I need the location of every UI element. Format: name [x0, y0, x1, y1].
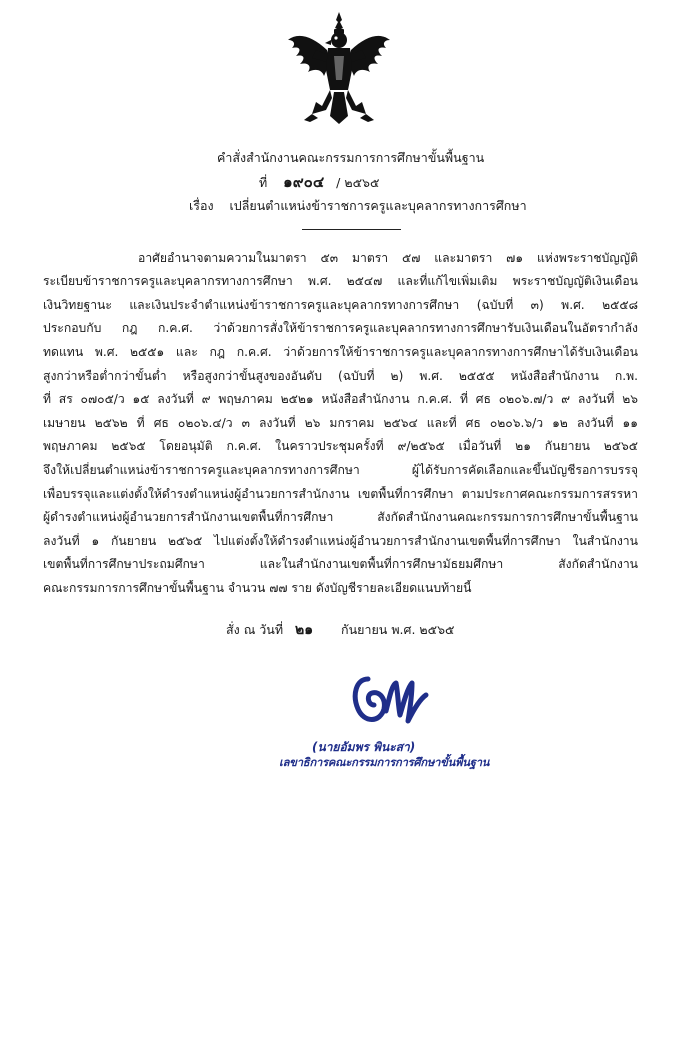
body-line: ที่ สร ๐๗๐๕/ว ๑๕ ลงวันที่ ๙ พฤษภาคม ๒๕๒๑ หนังสือสำนักงาน ก.ค.ศ. ที่ ศธ ๐๒๐๖.๗/ว ๙ ลงวันที่ ๒๖ [43, 392, 638, 406]
header-divider [302, 229, 401, 230]
dated-month-year: กันยายน พ.ศ. ๒๕๖๕ [341, 622, 455, 637]
body-line: ลงวันที่ ๑ กันยายน ๒๕๖๕ ไปแต่งตั้งให้ดำรงตำแหน่งผู้อำนวยการสำนักงานเขตพื้นที่การศึกษา ในสำนักงาน [43, 534, 638, 548]
body-line: ระเบียบข้าราชการครูและบุคลากรทางการศึกษา พ.ศ. ๒๕๔๗ และที่แก้ไขเพิ่มเติม พระราชบัญญัติเงินเดือน [43, 274, 638, 288]
body-line: ประกอบกับ กฎ ก.ค.ศ. ว่าด้วยการสั่งให้ข้าราชการครูและบุคลากรทางการศึกษารับเงินเดือนในอัตรากำลัง [43, 321, 638, 335]
order-year: / ๒๕๖๕ [336, 175, 380, 190]
body-line: ผู้ดำรงตำแหน่งผู้อำนวยการสำนักงานเขตพื้นที่การศึกษา สังกัดสำนักงานคณะกรรมการการศึกษาขั้นพื้นฐาน [43, 510, 638, 524]
body-line: เมษายน ๒๕๖๒ ที่ ศธ ๐๒๐๖.๔/ว ๓ ลงวันที่ ๒๖ มกราคม ๒๕๖๔ และที่ ศธ ๐๒๐๖.๖/ว ๑๒ ลงวันที่ ๑๑ [43, 416, 638, 430]
subject-label: เรื่อง [189, 198, 214, 213]
dated-prefix: สั่ง ณ วันที่ [226, 622, 284, 637]
body-line: เงินวิทยฐานะ และเงินประจำตำแหน่งข้าราชการครูและบุคลากรทางการศึกษา (ฉบับที่ ๓) พ.ศ. ๒๕๕๘ [43, 298, 638, 312]
body-line: จึงให้เปลี่ยนตำแหน่งข้าราชการครูและบุคลากรทางการศึกษา ผู้ได้รับการคัดเลือกและขึ้นบัญชีรอการบรรจุ [43, 463, 638, 477]
signer-name: (นายอัมพร พินะสา) [312, 740, 416, 754]
body-line: พฤษภาคม ๒๕๖๕ โดยอนุมัติ ก.ค.ศ. ในคราวประชุมครั้งที่ ๙/๒๕๖๕ เมื่อวันที่ ๒๑ กันยายน ๒๕๖๕ [43, 439, 638, 453]
order-number: ๑๙๐๔ [283, 173, 325, 191]
body-line: อาศัยอำนาจตามความในมาตรา ๕๓ มาตรา ๕๗ และมาตรา ๗๑ แห่งพระราชบัญญัติ [138, 251, 638, 265]
body-line: คณะกรรมการการศึกษาขั้นพื้นฐาน จำนวน ๗๗ ราย ดังบัญชีรายละเอียดแนบท้ายนี้ [43, 581, 472, 595]
dated-day: ๒๑ [295, 622, 314, 638]
order-number-line [259, 174, 379, 191]
subject-text: เปลี่ยนตำแหน่งข้าราชการครูและบุคลากรทางการศึกษา [229, 198, 527, 213]
body-line: ทดแทน พ.ศ. ๒๕๕๑ และ กฎ ก.ค.ศ. ว่าด้วยการให้ข้าราชการครูและบุคลากรทางการศึกษาได้รับเงินเดือน [43, 345, 638, 359]
body-line: เพื่อบรรจุและแต่งตั้งให้ดำรงตำแหน่งผู้อำนวยการสำนักงาน เขตพื้นที่การศึกษา ตามประกาศคณะกรรมการสรรหา [43, 487, 638, 501]
subject-line [189, 198, 527, 214]
handwritten-signature [346, 665, 430, 729]
order-prefix: ที่ [259, 175, 268, 190]
garuda-emblem-icon [282, 10, 396, 132]
office-heading: คำสั่งสำนักงานคณะกรรมการการศึกษาขั้นพื้นฐาน [217, 150, 485, 165]
body-line: เขตพื้นที่การศึกษาประถมศึกษา และในสำนักงานเขตพื้นที่การศึกษามัธยมศึกษา สังกัดสำนักงาน [43, 557, 638, 571]
dated-line [226, 622, 455, 638]
signer-position: เลขาธิการคณะกรรมการการศึกษาขั้นพื้นฐาน [279, 756, 490, 769]
body-line: สูงกว่าหรือต่ำกว่าขั้นต่ำ หรือสูงกว่าขั้นสูงของอันดับ (ฉบับที่ ๒) พ.ศ. ๒๕๕๕ หนังสือสำนักงาน ก.พ. [43, 369, 638, 383]
